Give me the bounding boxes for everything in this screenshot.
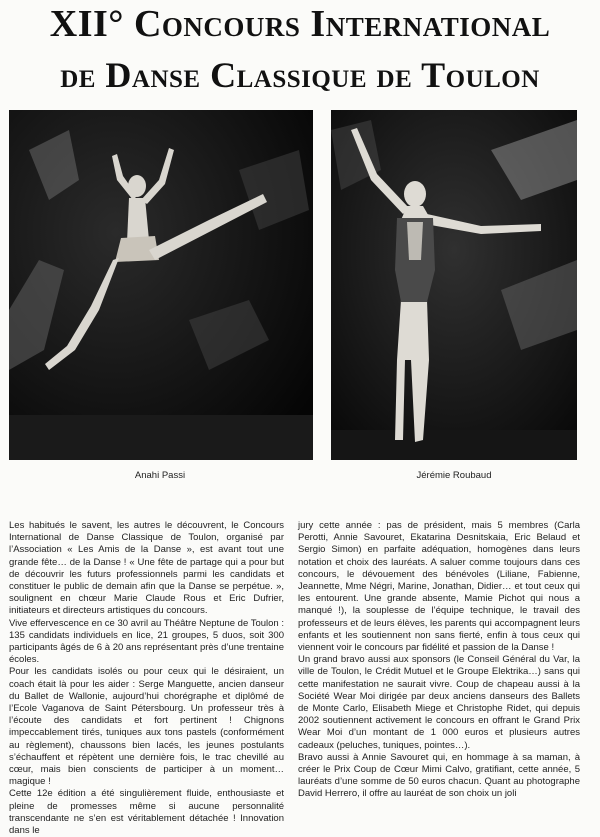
paragraph: jury cette année : pas de président, mais 5 membres (Carla Perotti, Annie Savouret, Ekatarina Desnitskaia, Eric Belaud et Sergio Simon) en parfaite adéquation, homogènes dans leurs notation et choix des lauréats. A saluer comme toujours dans ces concours, le dévouement des bénévoles (Liliane, Fabienne, Jeannette, Mme Négri, Marine, Jonathan, Didier… et tout ceux qui les entourent. Une grande absente, Mamie Pichot qui nous a manqué !), la souplesse de l’équipe technique, le travail des professeurs et de leurs élèves, les parents qui accompagnent leurs enfants et les soutiennent non sans fierté, enfin à tous ceux qui viennent voir le concours par fidélité et passion de la Danse !	[298, 520, 580, 654]
paragraph: Un grand bravo aussi aux sponsors (le Conseil Général du Var, la ville de Toulon, le Crédit Mutuel et le Groupe Elektrika…) sans qui cette manifestation ne saurait vivre. Coup de chapeau aussi à la Société Wear Moi dirigée par deux anciens danseurs des Ballets de Monte Carlo, Elisabeth Miege et Christophe Ridet, qui depuis 2002 soutiennent activement le concours en offrant le Grand Prix Wear Moi d’un montant de 1 000 euros et plusieurs autres cadeaux (peluches, tuniques, pointes…).	[298, 654, 580, 751]
dancer-photo-anahi-passi	[9, 110, 313, 460]
dancer-photo-jeremie-roubaud	[331, 110, 577, 460]
photo-caption-1: Anahi Passi	[134, 470, 186, 481]
paragraph: Cette 12e édition a été singulièrement fluide, enthousiaste et pleine de promesses même si aucune personnalité transcendante ne s’en est véritablement détachée ! Innovation dans le	[9, 788, 284, 837]
paragraph: Bravo aussi à Annie Savouret qui, en hommage à sa maman, à créer le Prix Coup de Cœur Mimi Calvo, gratifiant, cette année, 5 lauréats d’une somme de 50 euros chacun. Quant au photographe David Herrero, il offre au lauréat de son choix un joli	[298, 751, 580, 800]
dancer-leap-image	[9, 110, 313, 460]
article-title-line-2: de Danse Classique de Toulon	[60, 55, 540, 95]
dancer-pose-image	[331, 110, 577, 460]
article-column-right	[298, 520, 580, 801]
article-title-line-1: XII° Concours International	[49, 3, 551, 45]
paragraph: Vive effervescence en ce 30 avril au Théâtre Neptune de Toulon : 135 candidats individuels en lice, 21 groupes, 5 duos, soit 300 participants âgés de 6 à 20 ans représentant près d’une trentaine écoles.	[9, 617, 284, 666]
paragraph: Pour les candidats isolés ou pour ceux qui le désiraient, un coach était là pour les aider : Serge Manguette, ancien danseur du Ballet de Wallonie, aujourd’hui chorégraphe et diplômé de l’Ecole Vaganova de Saint Pétersbourg. Un professeur très à l’écoute des candidats et fort pertinent ! Chignons impeccablement tirés, tuniques aux tons pastels (conformément au règlement), chaussons bien lacés, les jeunes postulants s’échauffent et répètent une dernière fois, le trac chevillé au cœur, mais bien conscients de participer à un moment… magique !	[9, 666, 284, 788]
paragraph: Les habitués le savent, les autres le découvrent, le Concours International de Danse Classique de Toulon, organisé par l’Association « Les Amis de la Danse », est avant tout une grande fête… de la Danse ! « Une fête de partage qui a pour but de découvrir les futurs professionnels parmi les candidats et constituer le public de demain afin que la Danse se perpétue. », soulignent en chœur Marie Claude Rous et Eric Dufrier, initiateurs et directeurs artistiques du concours.	[9, 520, 284, 617]
photo-caption-2: Jérémie Roubaud	[416, 470, 492, 481]
article-column-left	[9, 520, 284, 837]
